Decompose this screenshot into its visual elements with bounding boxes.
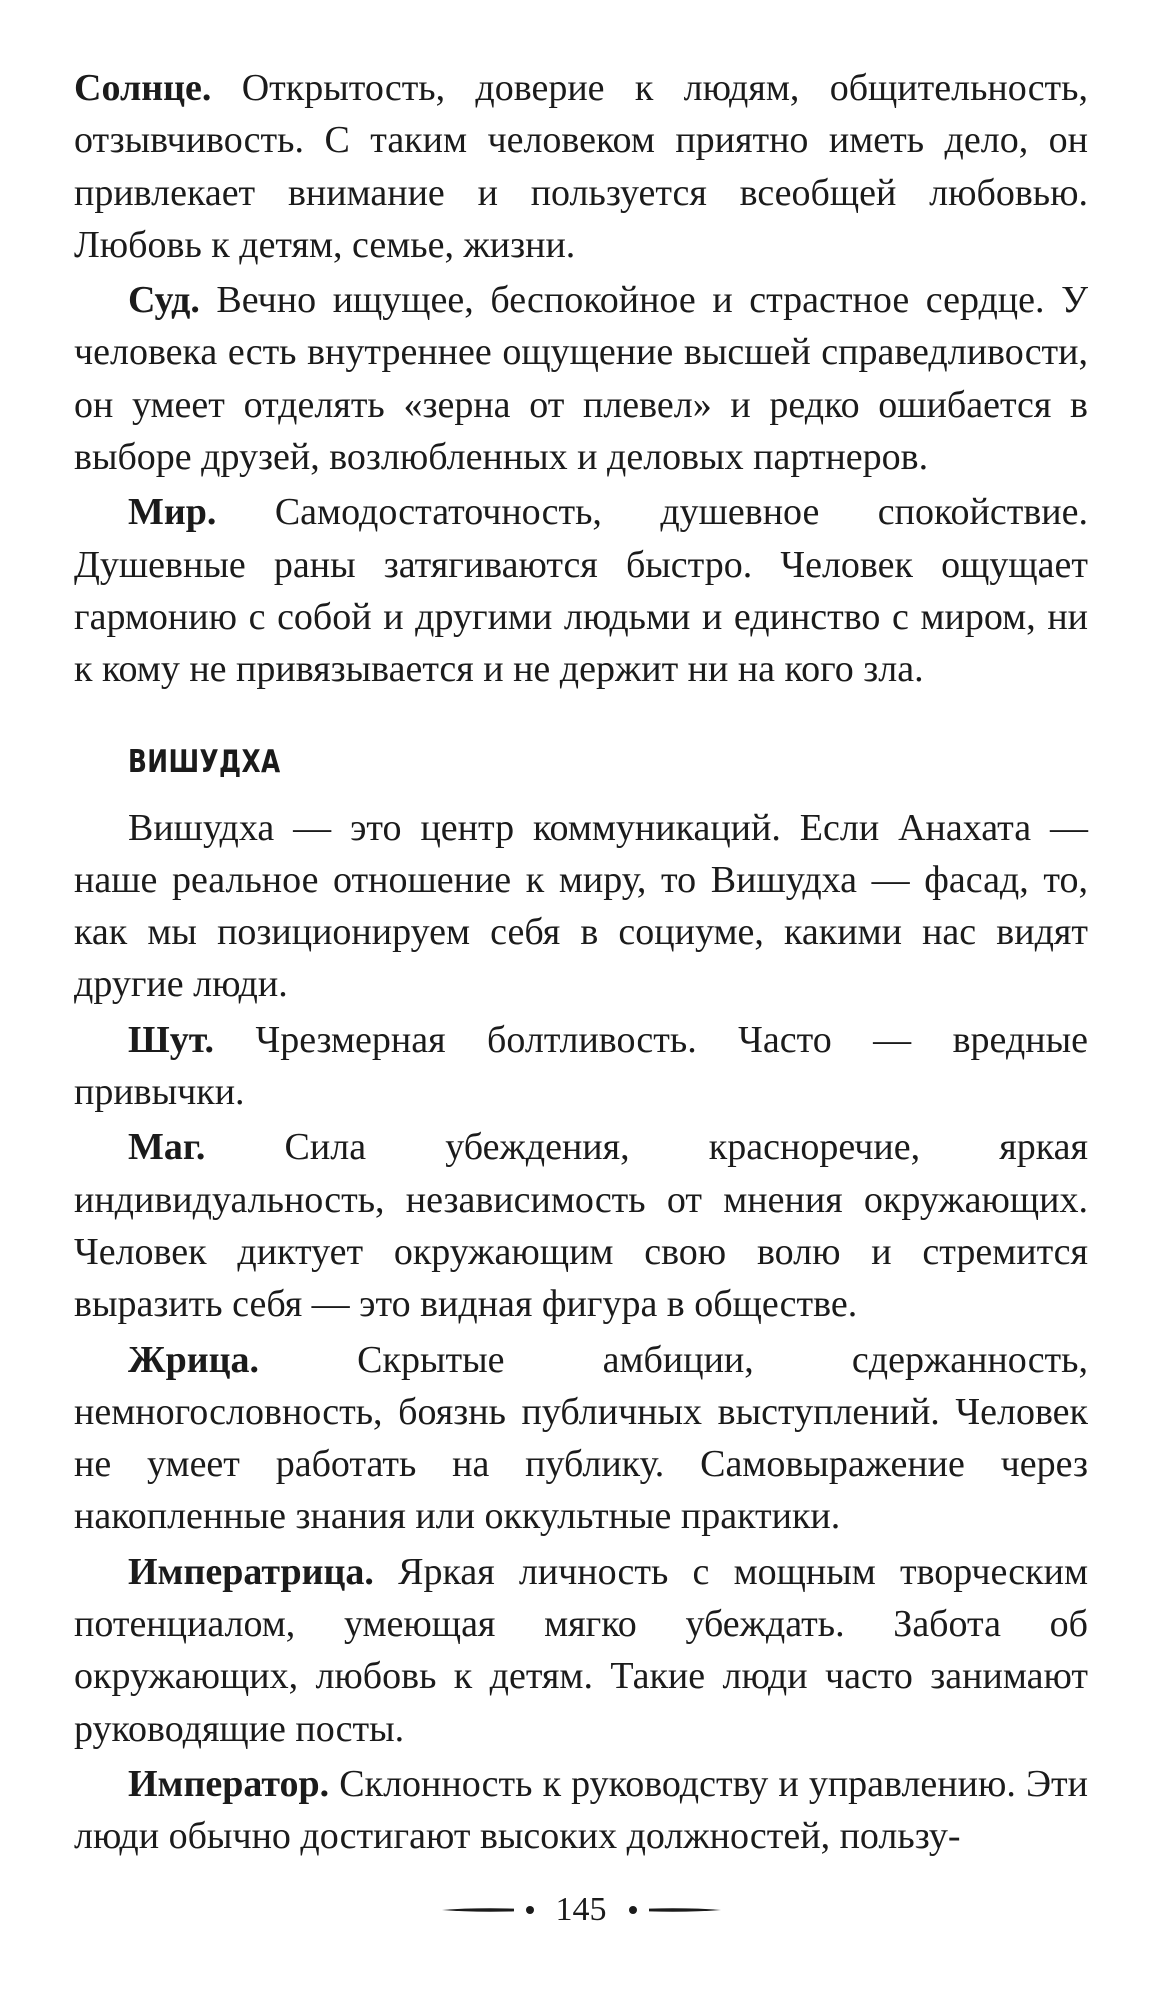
paragraph-emperor <box>74 1758 1088 1863</box>
text-priestess: Скрытые амбиции, сдержанность, немногословность, боязнь публичных выступлений. Человек не умеет работать на публику. Самовыражение через накопленные знания или оккультные практики. <box>74 1338 1088 1538</box>
term-fool: Шут. <box>128 1018 215 1061</box>
term-world: Мир. <box>128 491 217 534</box>
term-magician: Маг. <box>128 1126 206 1169</box>
paragraph-fool <box>74 1014 1088 1119</box>
term-empress: Императрица. <box>128 1550 374 1593</box>
text-world: Самодостаточность, душевное спокойствие. Душевные раны затягиваются быстро. Человек ощущает гармонию с собой и другими людьми и единство с миром, ни к кому не привязывается и не держит ни на кого зла. <box>74 491 1088 691</box>
paragraph-sun <box>74 62 1088 271</box>
text-vishuddha-intro: Вишудха — это центр коммуникаций. Если Анахата — наше реальное отношение к миру, то Вишудха — фасад, то, как мы позиционируем себя в социуме, какими нас видят другие люди. <box>74 806 1088 1006</box>
paragraph-world <box>74 486 1088 695</box>
text-fool: Чрезмерная болтливость. Часто — вредные привычки. <box>74 1018 1088 1114</box>
term-sun: Солнце. <box>74 67 212 109</box>
text-emperor: Склонность к руководству и управлению. Эти люди обычно достигают высоких должностей, пользу- <box>74 1762 1088 1858</box>
term-priestess: Жрица. <box>128 1338 259 1381</box>
left-ornament-icon <box>442 1904 542 1916</box>
right-ornament-icon <box>621 1904 721 1916</box>
page-footer <box>0 1885 1162 1935</box>
paragraph-empress <box>74 1546 1088 1755</box>
text-magician: Сила убеждения, красноречие, яркая индивидуальность, независимость от мнения окружающих. Человек диктует окружающим свою волю и стремится выразить себя — это видная фигура в обществе. <box>74 1126 1088 1326</box>
term-judgement: Суд. <box>128 279 200 322</box>
page-body <box>74 62 1088 1866</box>
paragraph-magician <box>74 1121 1088 1330</box>
paragraph-judgement <box>74 274 1088 483</box>
paragraph-priestess <box>74 1334 1088 1543</box>
paragraph-vishuddha-intro <box>74 802 1088 1011</box>
text-sun: Открытость, доверие к людям, общительность, отзывчивость. С таким человеком приятно иметь дело, он привлекает внимание и пользуется всеобщей любовью. Любовь к детям, семье, жизни. <box>74 67 1088 266</box>
text-judgement: Вечно ищущее, беспокойное и страстное сердце. У человека есть внутреннее ощущение высшей справедливости, он умеет отделять «зерна от плевел» и редко ошибается в выборе друзей, возлюбленных и деловых партнеров. <box>74 279 1088 479</box>
page-number: 145 <box>555 1891 607 1928</box>
term-emperor: Император. <box>128 1762 330 1805</box>
text-empress: Яркая личность с мощным творческим потенциалом, умеющая мягко убеждать. Забота об окружающих, любовь к детям. Такие люди часто занимают руководящие посты. <box>74 1550 1088 1750</box>
section-heading-vishuddha: ВИШУДХА <box>128 743 281 780</box>
